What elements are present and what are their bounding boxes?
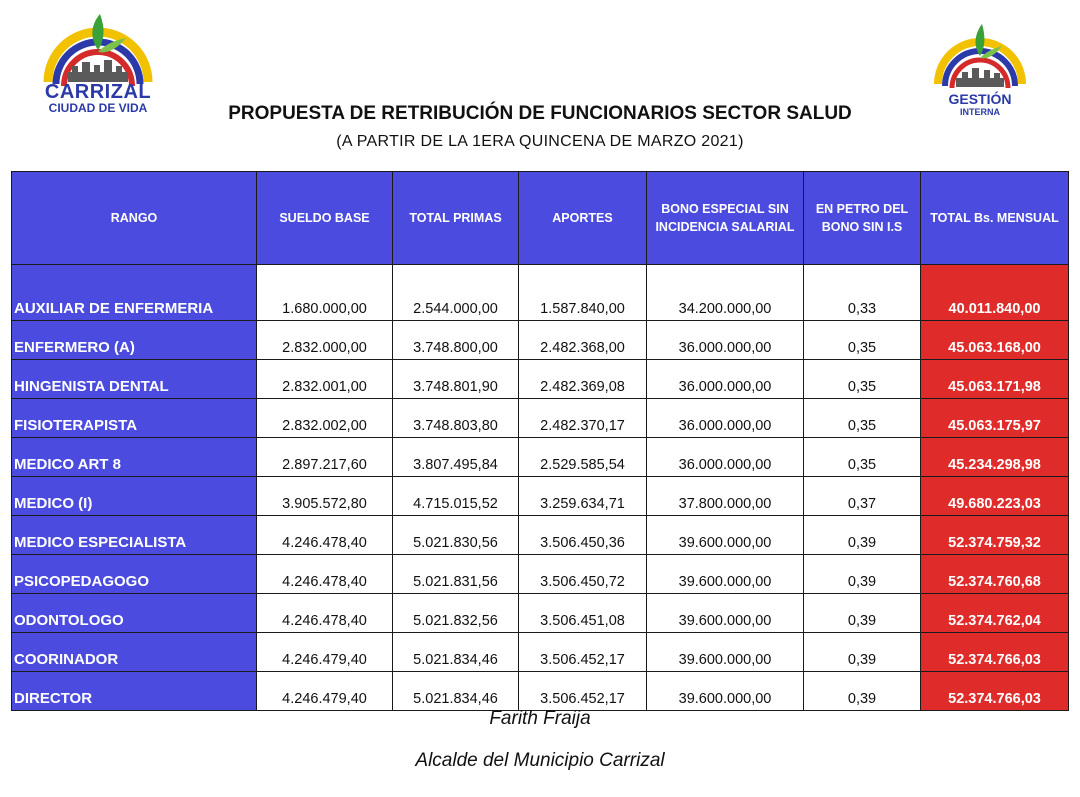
cell-aportes: 3.506.452,17 (519, 633, 647, 672)
table-row (12, 477, 1069, 516)
logo-left-tagline: CIUDAD DE VIDA (48, 101, 148, 115)
cell-sueldo-base: 4.246.478,40 (257, 555, 393, 594)
cell-total-mensual: 40.011.840,00 (921, 265, 1069, 321)
cell-aportes: 2.482.369,08 (519, 360, 647, 399)
cell-total-primas: 5.021.831,56 (393, 555, 519, 594)
cell-sueldo-base: 2.832.001,00 (257, 360, 393, 399)
cell-aportes: 3.506.451,08 (519, 594, 647, 633)
cell-total-mensual: 45.234.298,98 (921, 438, 1069, 477)
cell-total-primas: 3.807.495,84 (393, 438, 519, 477)
cell-petro-bono: 0,39 (804, 633, 921, 672)
cell-rango: HINGENISTA DENTAL (12, 360, 257, 399)
cell-bono-especial: 37.800.000,00 (647, 477, 804, 516)
column-header-sueldo-base: SUELDO BASE (257, 172, 393, 265)
column-header-aportes: APORTES (519, 172, 647, 265)
cell-total-primas: 2.544.000,00 (393, 265, 519, 321)
column-header-total-mensual: TOTAL Bs. MENSUAL (921, 172, 1069, 265)
cell-total-mensual: 52.374.766,03 (921, 672, 1069, 711)
cell-total-mensual: 49.680.223,03 (921, 477, 1069, 516)
cell-petro-bono: 0,39 (804, 516, 921, 555)
cell-bono-especial: 39.600.000,00 (647, 594, 804, 633)
cell-rango: AUXILIAR DE ENFERMERIA (12, 265, 257, 321)
cell-petro-bono: 0,35 (804, 360, 921, 399)
cell-rango: PSICOPEDAGOGO (12, 555, 257, 594)
cell-rango: ENFERMERO (A) (12, 321, 257, 360)
document-title: PROPUESTA DE RETRIBUCIÓN DE FUNCIONARIOS SECTOR SALUD (228, 103, 852, 124)
cell-bono-especial: 36.000.000,00 (647, 360, 804, 399)
cell-aportes: 3.506.452,17 (519, 672, 647, 711)
signer-title: Alcalde del Municipio Carrizal (415, 750, 665, 771)
cell-total-primas: 5.021.834,46 (393, 672, 519, 711)
table-row (12, 360, 1069, 399)
cell-aportes: 1.587.840,00 (519, 265, 647, 321)
table-row (12, 672, 1069, 711)
cell-petro-bono: 0,39 (804, 672, 921, 711)
cell-sueldo-base: 4.246.478,40 (257, 516, 393, 555)
logo-left-name: CARRIZAL (44, 81, 152, 103)
cell-total-mensual: 45.063.175,97 (921, 399, 1069, 438)
cell-total-mensual: 52.374.760,68 (921, 555, 1069, 594)
column-header-rango: RANGO (12, 172, 257, 265)
cell-rango: MEDICO ART 8 (12, 438, 257, 477)
cell-total-mensual: 52.374.762,04 (921, 594, 1069, 633)
cell-rango: ODONTOLOGO (12, 594, 257, 633)
cell-rango: MEDICO (I) (12, 477, 257, 516)
cell-aportes: 2.529.585,54 (519, 438, 647, 477)
cell-total-mensual: 45.063.171,98 (921, 360, 1069, 399)
column-header-petro-bono: EN PETRO DEL BONO SIN I.S (804, 172, 921, 265)
cell-total-primas: 3.748.801,90 (393, 360, 519, 399)
cell-total-primas: 4.715.015,52 (393, 477, 519, 516)
cell-aportes: 2.482.368,00 (519, 321, 647, 360)
cell-bono-especial: 39.600.000,00 (647, 555, 804, 594)
cell-sueldo-base: 2.832.002,00 (257, 399, 393, 438)
cell-rango: MEDICO ESPECIALISTA (12, 516, 257, 555)
cell-rango: DIRECTOR (12, 672, 257, 711)
signer-name: Farith Fraija (489, 708, 591, 729)
cell-petro-bono: 0,35 (804, 399, 921, 438)
cell-total-mensual: 52.374.759,32 (921, 516, 1069, 555)
table-row (12, 516, 1069, 555)
table-body (12, 265, 1069, 711)
cell-sueldo-base: 4.246.479,40 (257, 672, 393, 711)
table-row (12, 633, 1069, 672)
cell-total-primas: 5.021.832,56 (393, 594, 519, 633)
cell-bono-especial: 39.600.000,00 (647, 633, 804, 672)
cell-total-primas: 3.748.803,80 (393, 399, 519, 438)
cell-bono-especial: 39.600.000,00 (647, 516, 804, 555)
cell-petro-bono: 0,37 (804, 477, 921, 516)
table-row (12, 555, 1069, 594)
cell-bono-especial: 34.200.000,00 (647, 265, 804, 321)
cell-sueldo-base: 2.897.217,60 (257, 438, 393, 477)
cell-aportes: 3.506.450,72 (519, 555, 647, 594)
cell-petro-bono: 0,33 (804, 265, 921, 321)
cell-rango: FISIOTERAPISTA (12, 399, 257, 438)
cell-aportes: 3.506.450,36 (519, 516, 647, 555)
cell-petro-bono: 0,35 (804, 438, 921, 477)
cell-sueldo-base: 1.680.000,00 (257, 265, 393, 321)
cell-total-mensual: 52.374.766,03 (921, 633, 1069, 672)
cell-total-primas: 5.021.830,56 (393, 516, 519, 555)
cell-bono-especial: 36.000.000,00 (647, 399, 804, 438)
salary-table (11, 171, 1069, 711)
logo-right-tagline: INTERNA (960, 107, 1000, 117)
column-header-bono-especial: BONO ESPECIAL SIN INCIDENCIA SALARIAL (647, 172, 804, 265)
column-header-total-primas: TOTAL PRIMAS (393, 172, 519, 265)
logo-right-name: GESTIÓN (948, 91, 1012, 107)
cell-sueldo-base: 4.246.478,40 (257, 594, 393, 633)
table-row (12, 438, 1069, 477)
cell-rango: COORINADOR (12, 633, 257, 672)
cell-bono-especial: 36.000.000,00 (647, 438, 804, 477)
cell-bono-especial: 39.600.000,00 (647, 672, 804, 711)
table-row (12, 594, 1069, 633)
cell-total-mensual: 45.063.168,00 (921, 321, 1069, 360)
cell-petro-bono: 0,39 (804, 594, 921, 633)
table-row (12, 321, 1069, 360)
cell-sueldo-base: 2.832.000,00 (257, 321, 393, 360)
cell-petro-bono: 0,39 (804, 555, 921, 594)
cell-bono-especial: 36.000.000,00 (647, 321, 804, 360)
cell-sueldo-base: 4.246.479,40 (257, 633, 393, 672)
cell-petro-bono: 0,35 (804, 321, 921, 360)
cell-sueldo-base: 3.905.572,80 (257, 477, 393, 516)
table-row (12, 399, 1069, 438)
cell-total-primas: 3.748.800,00 (393, 321, 519, 360)
table-header-row (12, 172, 1069, 265)
table-row (12, 265, 1069, 321)
cell-aportes: 3.259.634,71 (519, 477, 647, 516)
document-subtitle: (A PARTIR DE LA 1ERA QUINCENA DE MARZO 2021) (336, 133, 744, 150)
cell-aportes: 2.482.370,17 (519, 399, 647, 438)
cell-total-primas: 5.021.834,46 (393, 633, 519, 672)
